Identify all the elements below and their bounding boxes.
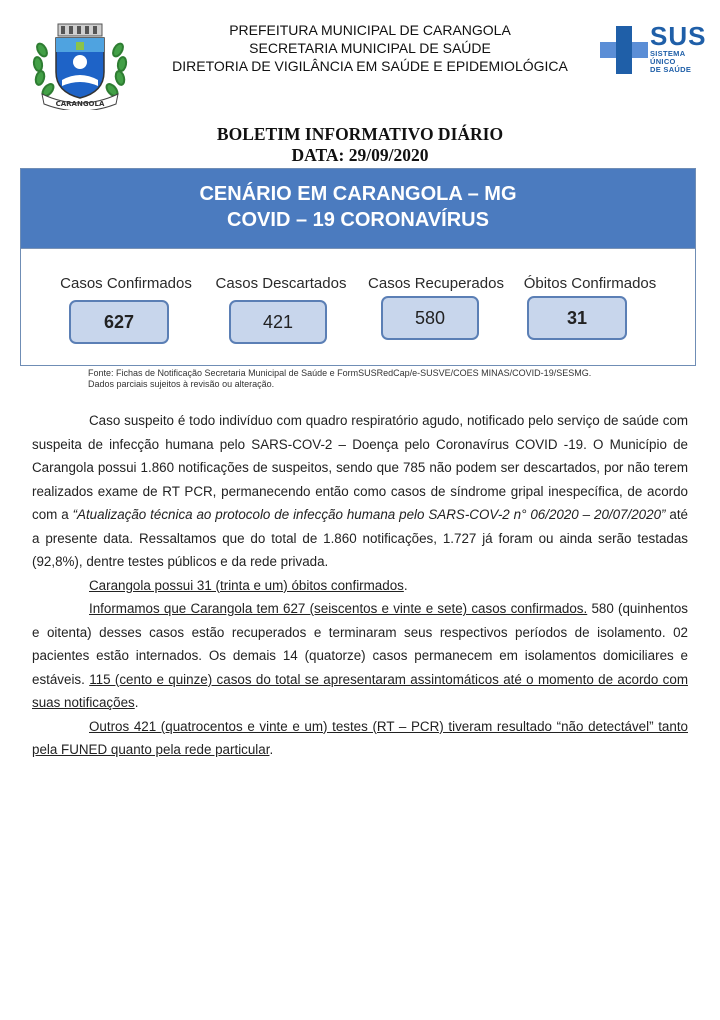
paragraph-4-period: . <box>269 742 274 757</box>
sus-subtitle-1: SISTEMA <box>650 49 686 58</box>
paragraph-1-text-end: até a presente data. Ressaltamos que do total de 1.860 notificações, 1.727 já foram ou ainda serão testadas (92,8%), dentre testes públicos e da rede privada. <box>32 507 689 569</box>
stat-value: 31 <box>527 296 627 340</box>
paragraph-1-text: Caso suspeito é todo indivíduo com quadro respiratório agudo, notificado pelo serviço de saúde com suspeita de infecção humana pelo SARS-COV-2 – Doença pelo Coronavírus COVID -19. O Município de Carangola possui 1.860 notificações de suspeitos, sendo que 785 não podem ser descartados, por não terem realizados exame de RT PCR, permanecendo então como casos de síndrome gripal inespecífica, de acordo com a <box>32 413 688 522</box>
paragraph-4-text: Outros 421 (quatrocentos e vinte e um) testes (RT – PCR) tiveram resultado “não detectável” tanto pela FUNED quanto pela rede particular <box>32 718 688 757</box>
body-text <box>32 409 688 762</box>
stat-label: Casos Descartados <box>215 275 347 292</box>
header <box>150 21 590 75</box>
stat-label: Óbitos Confirmados <box>523 275 657 292</box>
stat-confirmed <box>51 275 201 344</box>
bulletin-title: BOLETIM INFORMATIVO DIÁRIO <box>216 124 504 144</box>
paragraph-2 <box>32 574 688 598</box>
municipal-crest-icon <box>28 20 132 110</box>
sus-subtitle-2: ÚNICO <box>650 57 676 66</box>
bulletin-title-block <box>0 124 720 166</box>
stat-label: Casos Recuperados <box>368 275 504 292</box>
source-line-2: Dados parciais sujeitos à revisão ou alteração. <box>88 379 275 389</box>
crest-ribbon-text: CARANGOLA <box>55 100 105 108</box>
sus-title: SUS <box>650 21 707 51</box>
stat-value: 627 <box>69 300 169 344</box>
scenario-subtitle: COVID – 19 CORONAVÍRUS <box>227 209 489 231</box>
header-line-2: SECRETARIA MUNICIPAL DE SAÚDE <box>249 40 491 56</box>
header-line-3: DIRETORIA DE VIGILÂNCIA EM SAÚDE E EPIDEMIOLÓGICA <box>172 58 568 74</box>
source-line-1: Fonte: Fichas de Notificação Secretaria Municipal de Saúde e FormSUSRedCap/e-SUSVE/COES MINAS/COVID-19/SESMG. <box>88 368 592 378</box>
sus-subtitle-3: DE SAÚDE <box>650 65 692 74</box>
paragraph-2-period: . <box>403 577 408 593</box>
paragraph-3-text: 580 (quinhentos e oitenta) desses casos estão recuperados e terminaram seus respectivos períodos de isolamento. 02 pacientes estão internados. Os demais 14 (quatorze) casos permanecem em isolamentos domiciliares e estáveis. <box>32 601 688 687</box>
scenario-title: CENÁRIO EM CARANGOLA – MG <box>199 183 517 205</box>
source-note <box>88 368 591 390</box>
sus-wordmark <box>650 22 706 74</box>
stat-value: 421 <box>229 300 327 344</box>
paragraph-1 <box>32 409 688 574</box>
paragraph-3-period: . <box>134 695 139 710</box>
scenario-header <box>21 169 695 249</box>
stat-discarded <box>207 275 355 344</box>
paragraph-3-asymptomatic: 115 (cento e quinze) casos do total se apresentaram assintomáticos até o momento de acordo com suas notificações <box>32 671 688 710</box>
paragraph-1-citation: “Atualização técnica ao protocolo de infecção humana pelo SARS-COV-2 n° 06/2020 – 20/07/2020” <box>72 507 666 522</box>
scenario-panel <box>20 168 696 366</box>
stat-recovered <box>361 275 511 340</box>
paragraph-4 <box>32 715 688 762</box>
sus-subtitle <box>650 50 706 74</box>
paragraph-2-text: Carangola possui 31 (trinta e um) óbitos confirmados <box>89 577 404 593</box>
stat-label: Casos Confirmados <box>60 275 192 292</box>
paragraph-3 <box>32 597 688 715</box>
stat-deaths <box>515 275 665 340</box>
stat-value: 580 <box>381 296 479 340</box>
paragraph-3-lead: Informamos que Carangola tem 627 (seiscentos e vinte e sete) casos confirmados. <box>89 601 588 616</box>
header-line-1: PREFEITURA MUNICIPAL DE CARANGOLA <box>229 22 511 38</box>
bulletin-date: DATA: 29/09/2020 <box>291 145 429 165</box>
